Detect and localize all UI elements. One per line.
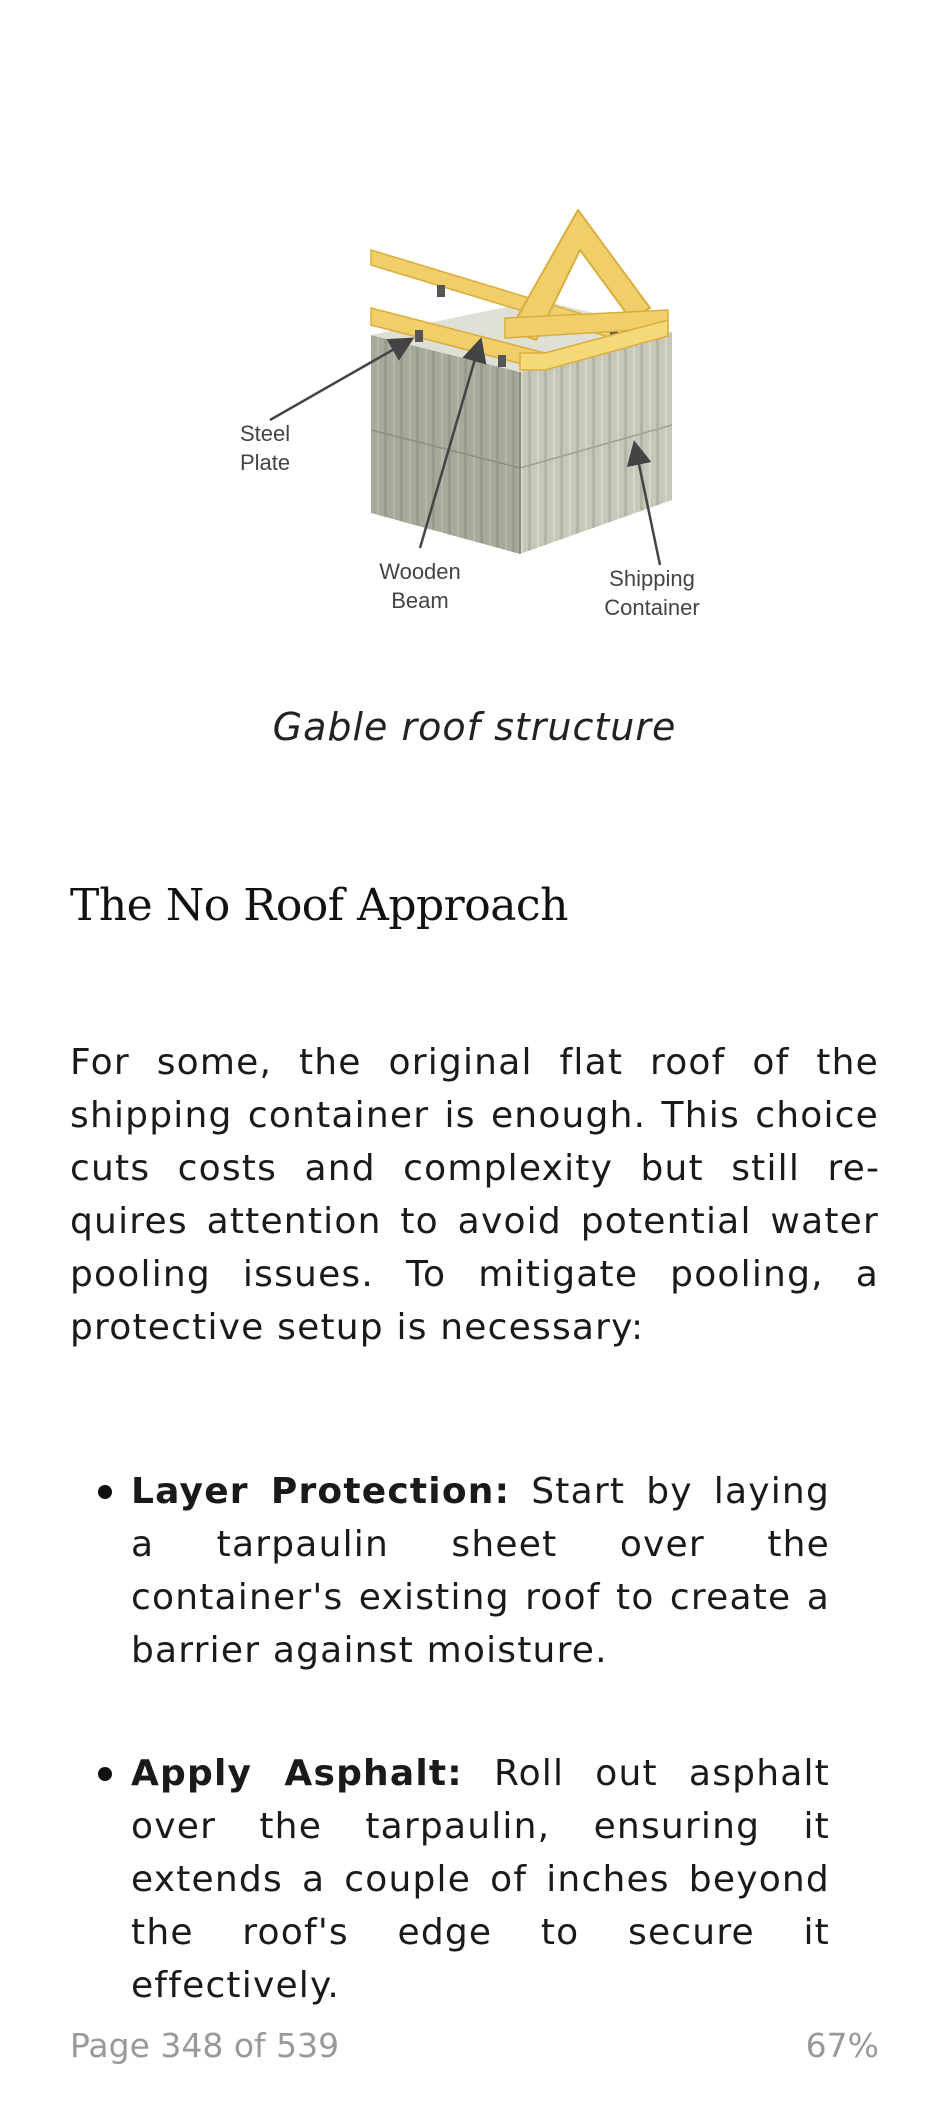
label-steel: Steel	[240, 421, 291, 446]
bullet-text: Roll out asphalt over the tarpaulin, ensuring it extends a couple of inches beyond the roof's edge to secure it effectively.	[131, 1753, 830, 2006]
bullet-dot-icon	[98, 1767, 112, 1781]
progress-percent: 67%	[805, 2026, 879, 2065]
page-indicator: Page 348 of 539	[70, 2026, 340, 2065]
gable-roof-illustration	[0, 190, 949, 630]
bullet-text: Start by laying a tarpaulin sheet over the container's existing roof to create a barrier against moisture.	[131, 1471, 830, 1671]
label-plate: Plate	[240, 450, 291, 475]
figure-caption: Gable roof structure	[272, 705, 677, 749]
gable-roof-figure	[0, 190, 949, 630]
steel-plate-3	[498, 355, 506, 367]
reader-footer	[70, 2026, 879, 2065]
bullet-title: Layer Protection:	[131, 1471, 511, 1512]
section-heading: The No Roof Approach	[70, 880, 568, 931]
label-container: Container	[604, 595, 700, 620]
label-shipping: Shipping	[609, 566, 695, 591]
list-item	[70, 1465, 830, 1677]
bullet-dot-icon	[98, 1485, 112, 1499]
container-left-face	[371, 335, 520, 554]
steel-plate-2	[415, 330, 423, 342]
steel-plate-1	[437, 285, 445, 297]
bullet-list	[70, 1465, 830, 2082]
label-wooden: Wooden	[379, 559, 461, 584]
label-beam: Beam	[391, 588, 449, 613]
bullet-title: Apply Asphalt:	[131, 1753, 463, 1794]
section-paragraph: For some, the original flat roof of the shipping container is enough. This choice cuts costs and complexity but still requires attention to avoid potential water pooling issues. To mitigate pooling, a protective setup is necessary:	[70, 1042, 879, 1348]
list-item	[70, 1747, 830, 2012]
